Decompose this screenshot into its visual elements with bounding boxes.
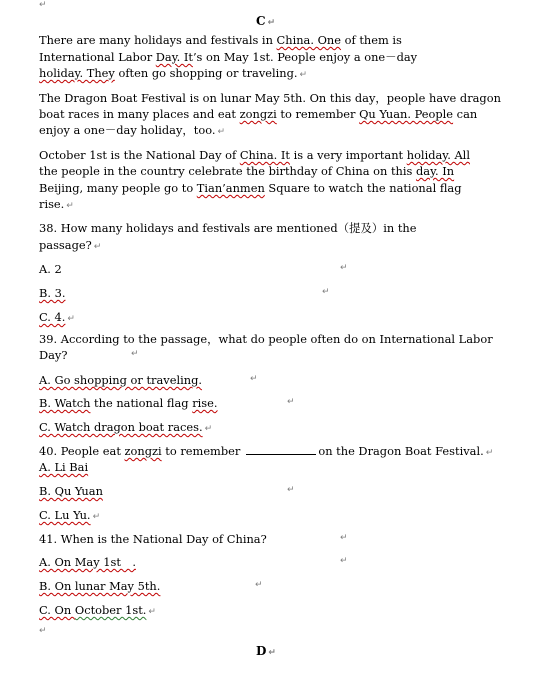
q38-option-b: B. 3.	[39, 286, 66, 300]
q38-stem-line2: passage? ↵	[39, 238, 102, 252]
q40-stem: 40. People eat zongzi to remember on the Dragon Boat Festival. ↵	[39, 444, 494, 458]
passage-p3-line1: October 1st is the National Day of China. It is a very important holiday. All	[39, 148, 470, 162]
section-d-heading: D ↵	[256, 644, 276, 658]
paragraph-mark: ↵	[131, 349, 139, 359]
paragraph-mark: ↵	[287, 397, 295, 407]
q39-stem-line1: 39. According to the passage，what do people often do on International Labor	[39, 332, 493, 346]
passage-p2-line1: The Dragon Boat Festival is on lunar May 5th. On this day，people have dragon	[39, 91, 501, 105]
passage-p3-line2: the people in the country celebrate the birthday of China on this day. In	[39, 164, 455, 178]
q40-option-b: B. Qu Yuan	[39, 484, 103, 498]
q39-option-b: B. Watch the national flag rise.	[39, 396, 218, 410]
q41-option-c: C. On October 1st. ↵	[39, 603, 156, 617]
passage-p2-line2: boat races in many places and eat zongzi to remember Qu Yuan. People can	[39, 107, 478, 121]
paragraph-mark: ↵	[340, 556, 348, 566]
paragraph-mark: ↵	[255, 580, 263, 590]
q41-option-a: A. On May 1st .	[39, 555, 136, 569]
section-c-heading: C ↵	[256, 14, 276, 28]
paragraph-mark: ↵	[250, 374, 258, 384]
answer-blank	[246, 445, 316, 455]
paragraph-mark: ↵	[287, 485, 295, 495]
q40-option-a: A. Li Bai	[39, 460, 89, 474]
passage-p3-line3: Beijing, many people go to Tian’anmen Square to watch the national flag	[39, 181, 462, 195]
paragraph-mark: ↵	[340, 263, 348, 273]
q41-option-b: B. On lunar May 5th.	[39, 579, 161, 593]
passage-p3-line4: rise. ↵	[39, 197, 74, 211]
paragraph-mark: ↵	[322, 287, 330, 297]
q41-stem: 41. When is the National Day of China?	[39, 532, 267, 546]
q38-stem-line1: 38. How many holidays and festivals are mentioned（提及）in the	[39, 221, 417, 235]
passage-p1-line1: There are many holidays and festivals in China. One of them is	[39, 33, 402, 47]
paragraph-mark: ↵	[39, 626, 47, 636]
q39-stem-line2: Day?	[39, 348, 68, 362]
q39-option-a: A. Go shopping or traveling.	[39, 373, 203, 387]
passage-p2-line3: enjoy a one－day holiday，too. ↵	[39, 123, 226, 137]
paragraph-mark: ↵	[39, 0, 47, 10]
q38-option-a: A. 2	[39, 262, 62, 276]
passage-p1-line2: International Labor Day. It’s on May 1st. People enjoy a one－day	[39, 50, 418, 64]
paragraph-mark: ↵	[340, 533, 348, 543]
q40-option-c: C. Lu Yu. ↵	[39, 508, 101, 522]
q38-option-c: C. 4. ↵	[39, 310, 75, 324]
q39-option-c: C. Watch dragon boat races. ↵	[39, 420, 213, 434]
passage-p1-line3: holiday. They often go shopping or traveling. ↵	[39, 66, 308, 80]
